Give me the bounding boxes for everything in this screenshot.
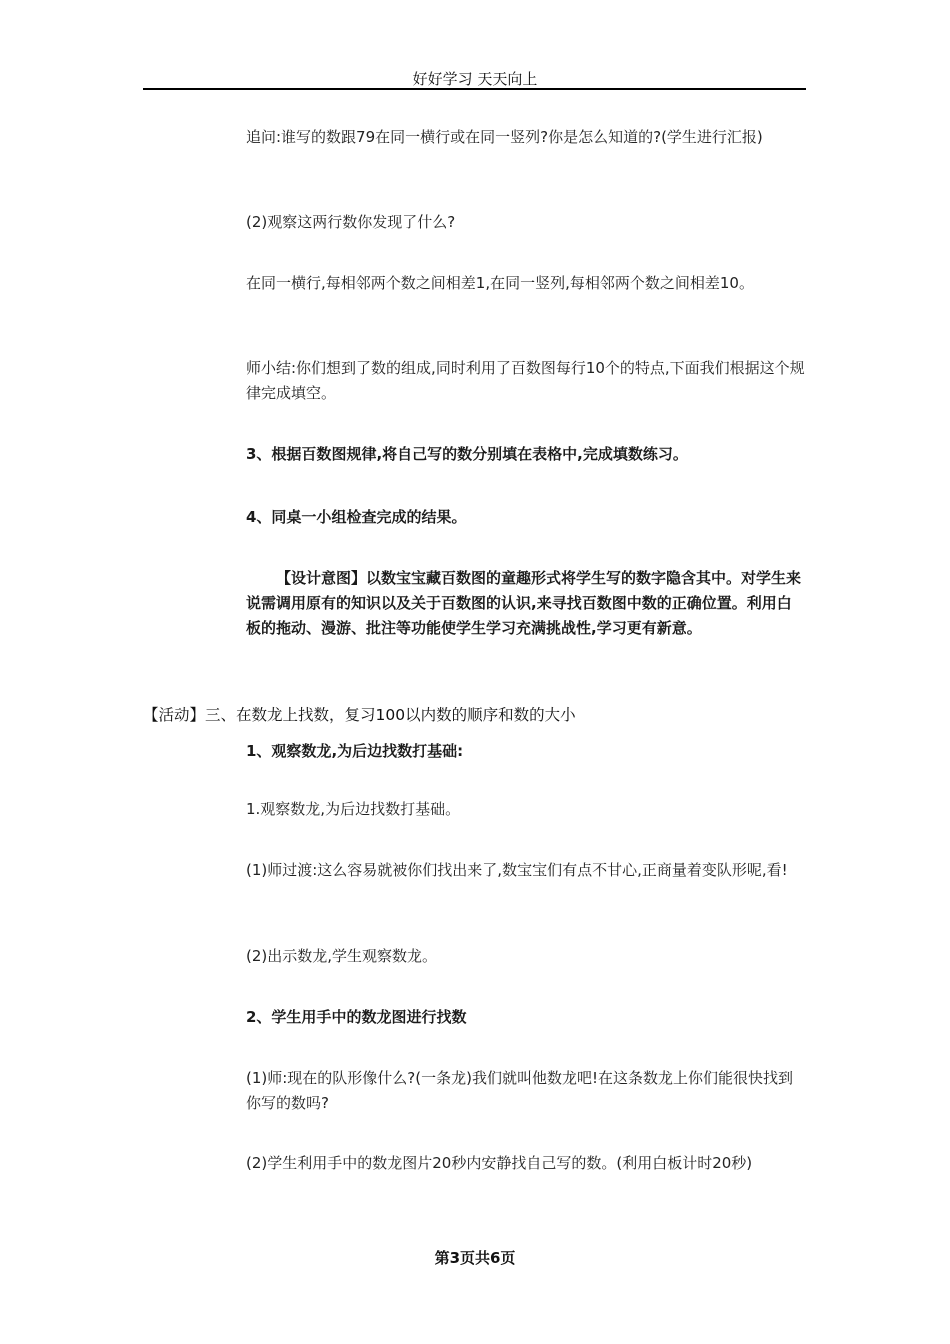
paragraph-row-column-difference: 在同一横行,每相邻两个数之间相差1,在同一竖列,每相邻两个数之间相差10。 <box>246 274 754 292</box>
paragraph-observe-two-rows: (2)观察这两行数你发现了什么? <box>246 213 456 231</box>
step-2-find-numbers-heading: 2、学生用手中的数龙图进行找数 <box>246 1008 467 1026</box>
header-divider <box>143 88 806 90</box>
design-intent-paragraph: 【设计意图】以数宝宝藏百数图的童趣形式将学生写的数字隐含其中。对学生来说需调用原有的知识以及关于百数图的认识,来寻找百数图中数的正确位置。利用白板的拖动、漫游、批注等功能使学生学习充满挑战性,学习更有新意。 <box>246 569 802 637</box>
step-4-check-results: 4、同桌一小组检查完成的结果。 <box>246 508 467 526</box>
page-header: 好好学习 天天向上 <box>412 70 538 88</box>
paragraph-teacher-question-dragon: (1)师:现在的队形像什么?(一条龙)我们就叫他数龙吧!在这条数龙上你们能很快找到你写的数吗? <box>246 1069 793 1112</box>
paragraph-teacher-transition: (1)师过渡:这么容易就被你们找出来了,数宝宝们有点不甘心,正商量着变队形呢,看! <box>246 861 788 879</box>
paragraph-students-find-numbers: (2)学生利用手中的数龙图片20秒内安静找自己写的数。(利用白板计时20秒) <box>246 1154 753 1172</box>
paragraph-show-number-dragon: (2)出示数龙,学生观察数龙。 <box>246 947 438 965</box>
activity-heading: 【活动】三、在数龙上找数，复习100以内数的顺序和数的大小 <box>143 706 576 724</box>
paragraph-follow-up-question: 追问:谁写的数跟79在同一横行或在同一竖列?你是怎么知道的?(学生进行汇报) <box>246 128 763 146</box>
step-1-observe-number-dragon-heading: 1、观察数龙,为后边找数打基础: <box>246 742 464 760</box>
step-3-fill-numbers: 3、根据百数图规律,将自己写的数分别填在表格中,完成填数练习。 <box>246 445 688 463</box>
paragraph-observe-number-dragon: 1.观察数龙,为后边找数打基础。 <box>246 800 461 818</box>
paragraph-teacher-summary: 师小结:你们想到了数的组成,同时利用了百数图每行10个的特点,下面我们根据这个规律完成填空。 <box>246 359 805 402</box>
page-number-footer: 第3页共6页 <box>434 1249 516 1267</box>
